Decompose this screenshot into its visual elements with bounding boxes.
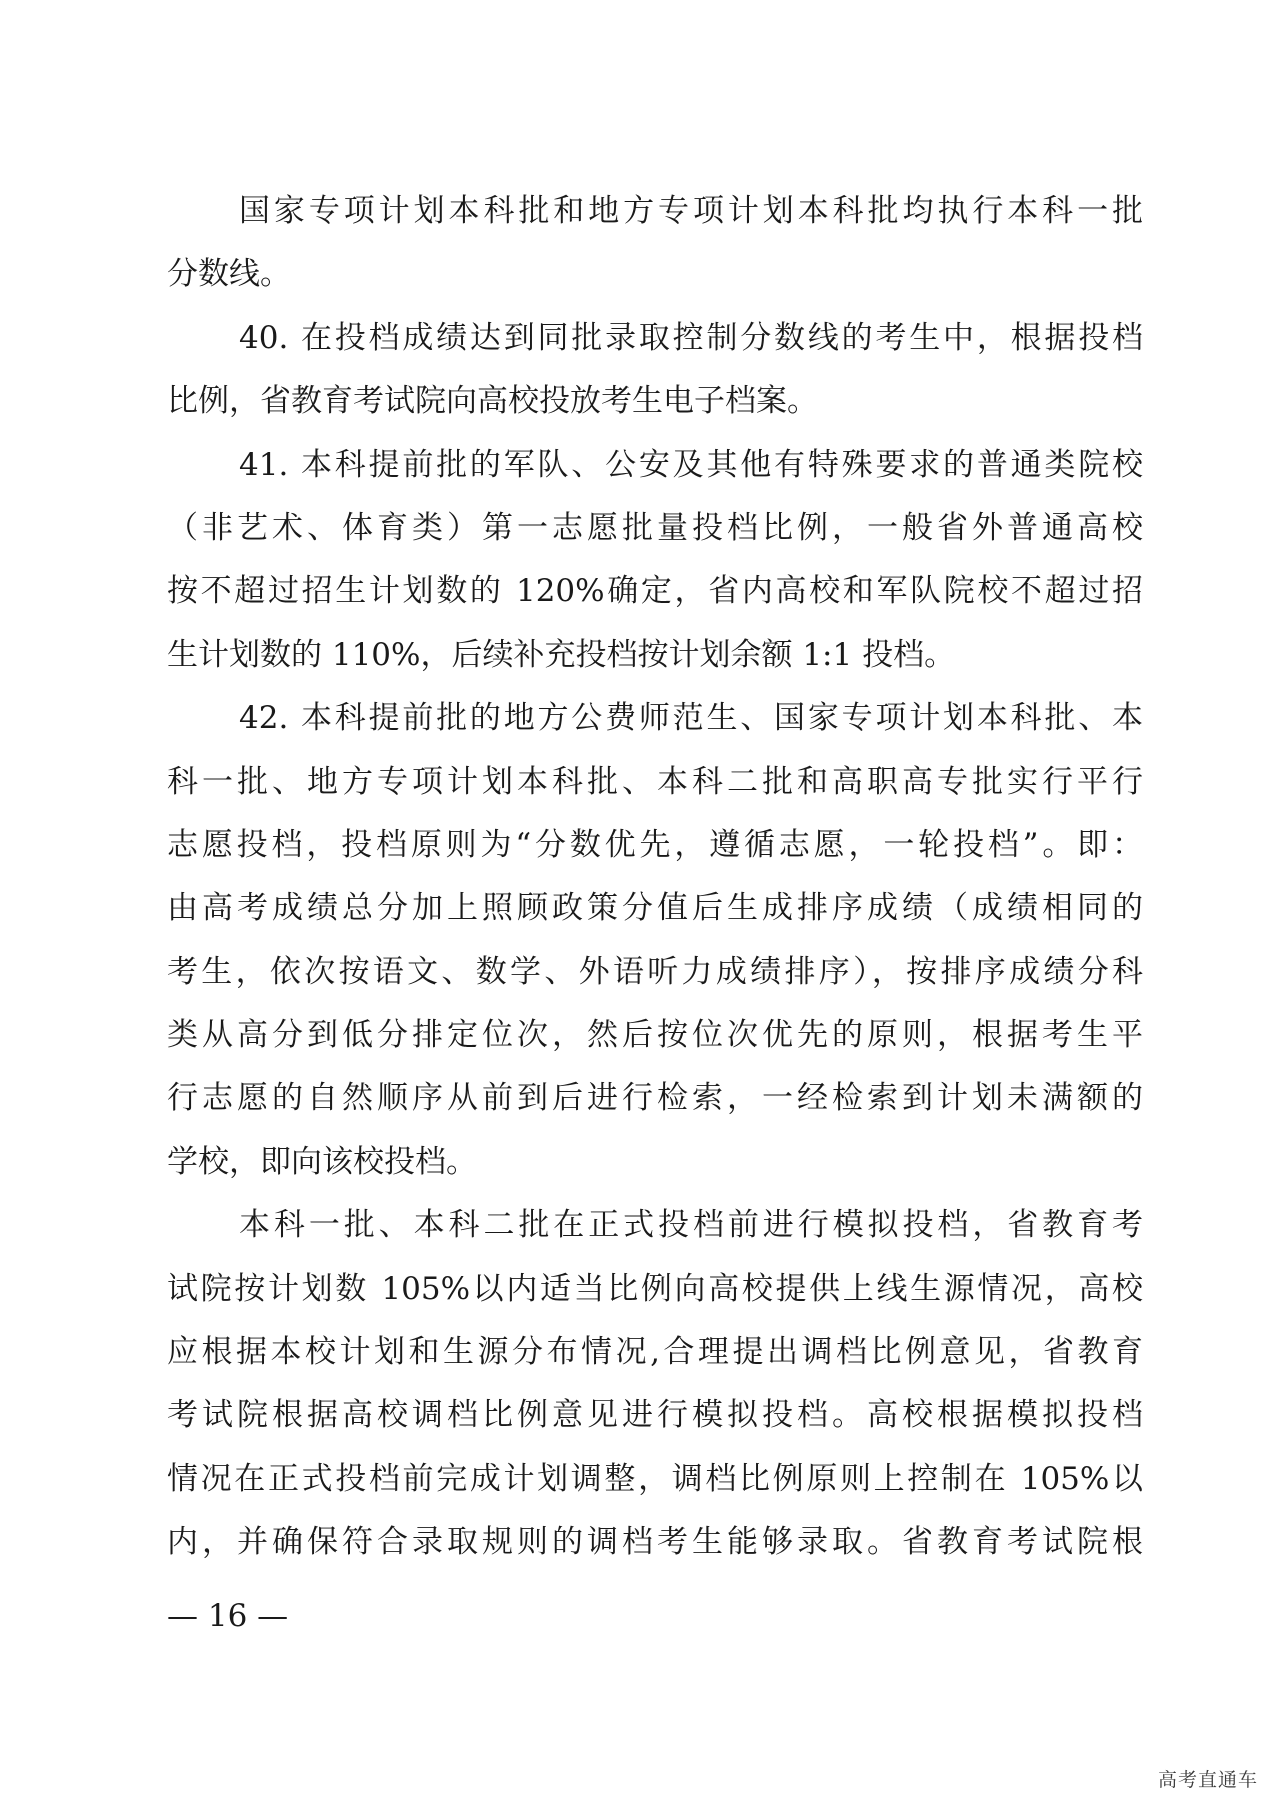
text-line: 科一批、地方专项计划本科批、本科二批和高职高专批实行平行 [167, 763, 1143, 800]
text-line: 类从高分到低分排定位次，然后按位次优先的原则，根据考生平 [167, 1017, 1143, 1054]
text-line: 国家专项计划本科批和地方专项计划本科批均执行本科一批 [239, 193, 1143, 229]
text-line: 学校，即向该校投档。 [167, 1143, 477, 1180]
text-line: 应根据本校计划和生源分布情况,合理提出调档比例意见，省教育 [167, 1334, 1143, 1371]
text-line: 本科一批、本科二批在正式投档前进行模拟投档，省教育考 [239, 1207, 1143, 1244]
text-line: 试院按计划数 105%以内适当比例向高校提供上线生源情况，高校 [167, 1270, 1143, 1307]
text-line: 40. 在投档成绩达到同批录取控制分数线的考生中，根据投档 [239, 319, 1143, 356]
text-line: 生计划数的 110%，后续补充投档按计划余额 1:1 投档。 [167, 636, 956, 673]
text-line: 按不超过招生计划数的 120%确定，省内高校和军队院校不超过招 [167, 573, 1143, 610]
body-text [167, 180, 1143, 1575]
text-line: （非艺术、体育类）第一志愿批量投档比例，一般省外普通高校 [167, 509, 1143, 546]
text-line: 志愿投档，投档原则为“分数优先，遵循志愿，一轮投档”。即： [167, 826, 1143, 863]
text-line: 内，并确保符合录取规则的调档考生能够录取。省教育考试院根 [167, 1524, 1143, 1561]
text-line: 情况在正式投档前完成计划调整，调档比例原则上控制在 105%以 [167, 1460, 1143, 1497]
text-line: 42. 本科提前批的地方公费师范生、国家专项计划本科批、本 [239, 700, 1143, 737]
text-line: 行志愿的自然顺序从前到后进行检索，一经检索到计划未满额的 [167, 1080, 1143, 1117]
text-line: 41. 本科提前批的军队、公安及其他有特殊要求的普通类院校 [239, 446, 1143, 483]
text-line: 比例，省教育考试院向高校投放考生电子档案。 [167, 383, 818, 420]
text-line: 由高考成绩总分加上照顾政策分值后生成排序成绩（成绩相同的 [167, 890, 1143, 927]
watermark: 高考直通车 [1157, 1769, 1258, 1791]
text-line: 分数线。 [167, 256, 291, 293]
text-line: 考试院根据高校调档比例意见进行模拟投档。高校根据模拟投档 [167, 1397, 1143, 1434]
page-number: — 16 — [167, 1598, 289, 1634]
text-line: 考生，依次按语文、数学、外语听力成绩排序），按排序成绩分科 [167, 953, 1143, 990]
